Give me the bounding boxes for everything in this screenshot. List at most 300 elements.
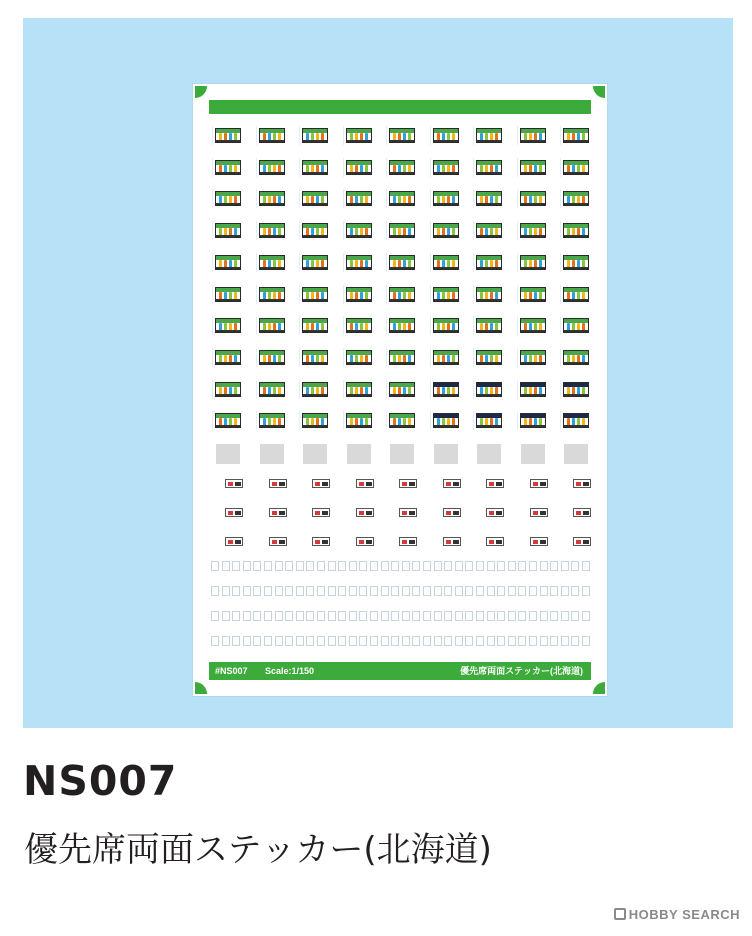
seat-figure-icon [263,165,266,172]
priority-seat-sticker [259,191,285,206]
seat-figure-icon [403,292,406,299]
seat-figure-icon [321,165,324,172]
tiny-decal [412,636,420,646]
priority-seat-sticker [346,223,372,238]
priority-seat-sticker [433,287,459,302]
seat-figure-icon [582,228,585,235]
mini-sticker [225,479,243,488]
seat-figure-icon [534,133,537,140]
tiny-decal [434,611,442,621]
tiny-decal [285,561,293,571]
seat-figure-icon [452,196,455,203]
mini-sticker-black [496,482,502,486]
seat-figure-icon [355,387,358,394]
tiny-decal [391,611,399,621]
sheet-bottom-band [209,662,591,680]
tiny-decal [402,611,410,621]
cut-mark [299,285,300,304]
mini-sticker-red [272,482,277,486]
mini-sticker [573,479,591,488]
seat-figure-icon [350,260,353,267]
tiny-decal [391,586,399,596]
seat-figure-icon [360,292,363,299]
sticker-base [260,140,284,142]
priority-seat-sticker [433,128,459,143]
cut-mark [299,411,300,430]
cut-mark [560,189,561,208]
priority-seat-sticker [215,413,241,428]
seat-figure-icon [219,323,222,330]
seat-figure-icon [268,260,271,267]
seat-figure-icon [321,355,324,362]
seat-figure-icon [447,418,450,425]
tiny-decal [285,611,293,621]
mini-sticker-black [409,540,415,544]
seat-figure-icon [393,292,396,299]
mini-sticker-black [322,511,328,515]
priority-seat-sticker [476,160,502,175]
seat-figure-icon [452,133,455,140]
seat-figure-icon [219,292,222,299]
seat-figure-icon [398,133,401,140]
seat-figure-icon [447,196,450,203]
seat-figure-icon [452,323,455,330]
seat-figure-icon [311,228,314,235]
tiny-decal [317,561,325,571]
cut-mark [473,316,474,335]
sheet-scale-label: Scale:1/150 [265,666,315,676]
seat-figure-icon [437,355,440,362]
cut-mark [386,221,387,240]
sticker-base [390,203,414,205]
seat-figure-icon [572,387,575,394]
mini-sticker-red [402,511,407,515]
seat-figure-icon [273,323,276,330]
sticker-base [390,172,414,174]
cut-mark [212,285,213,304]
sticker-base [477,362,501,364]
seat-figure-icon [567,323,570,330]
mini-sticker-red [489,482,494,486]
seat-figure-icon [577,260,580,267]
cut-mark [256,316,257,335]
seat-figure-icon [490,418,493,425]
tiny-decal [211,636,219,646]
tiny-decal [455,586,463,596]
seat-figure-icon [219,165,222,172]
cut-mark [473,285,474,304]
tiny-decal [285,636,293,646]
priority-seat-sticker [389,413,415,428]
mini-sticker [269,479,287,488]
priority-seat-sticker [346,413,372,428]
cut-mark [517,126,518,145]
sticker-header [216,383,240,387]
seat-figure-icon [447,387,450,394]
tiny-decal [381,611,389,621]
sticker-base [347,203,371,205]
seat-figure-icon [529,418,532,425]
seat-figure-icon [268,228,271,235]
cut-mark [560,253,561,272]
seat-figure-icon [278,165,281,172]
priority-seat-sticker [520,413,546,428]
seat-figure-icon [524,418,527,425]
seat-figure-icon [234,133,237,140]
blank-patch [216,444,240,464]
seat-figure-icon [442,355,445,362]
seat-figure-icon [480,196,483,203]
seat-figure-icon [234,418,237,425]
sticker-header [564,383,588,387]
cut-mark [256,411,257,430]
seat-figure-icon [567,292,570,299]
seat-figure-icon [229,323,232,330]
priority-seat-sticker [563,223,589,238]
sticker-base [477,140,501,142]
seat-figure-icon [306,355,309,362]
seat-figure-icon [529,323,532,330]
seat-figure-icon [490,133,493,140]
mini-sticker-black [235,511,241,515]
mini-sticker [530,479,548,488]
seat-figure-icon [316,355,319,362]
seat-figure-icon [495,165,498,172]
sticker-header [477,288,501,292]
cut-mark [430,348,431,367]
seat-figure-icon [355,165,358,172]
cut-mark [212,348,213,367]
cut-mark [560,316,561,335]
cut-mark [256,221,257,240]
seat-figure-icon [306,228,309,235]
seat-figure-icon [268,292,271,299]
seat-figure-icon [480,355,483,362]
product-code: NS007 [23,757,178,805]
sticker-base [347,299,371,301]
priority-seat-sticker [433,350,459,365]
seat-figure-icon [524,355,527,362]
seat-figure-icon [447,323,450,330]
seat-figure-icon [234,323,237,330]
sticker-base [390,299,414,301]
mini-sticker-black [409,511,415,515]
mini-sticker-red [359,482,364,486]
sticker-header [260,288,284,292]
seat-figure-icon [495,323,498,330]
seat-figure-icon [224,292,227,299]
seat-figure-icon [577,196,580,203]
seat-figure-icon [234,355,237,362]
priority-seat-sticker [433,318,459,333]
priority-seat-sticker [259,255,285,270]
sticker-base [260,203,284,205]
seat-figure-icon [273,228,276,235]
cut-mark [299,380,300,399]
seat-figure-icon [306,196,309,203]
seat-figure-icon [311,323,314,330]
priority-seat-sticker [389,382,415,397]
cut-mark [473,411,474,430]
seat-figure-icon [360,196,363,203]
seat-figure-icon [408,418,411,425]
sticker-base [216,172,240,174]
blank-patch [434,444,458,464]
seat-figure-icon [582,292,585,299]
seat-figure-icon [572,418,575,425]
seat-figure-icon [572,165,575,172]
mini-sticker [225,508,243,517]
tiny-decal [582,636,590,646]
seat-figure-icon [582,355,585,362]
tiny-decal [243,611,251,621]
cut-mark [473,380,474,399]
seat-figure-icon [567,387,570,394]
blank-patch [260,444,284,464]
tiny-decal [465,636,473,646]
sticker-header [521,288,545,292]
sticker-base [434,235,458,237]
seat-figure-icon [582,323,585,330]
sticker-base [564,425,588,427]
seat-figure-icon [229,228,232,235]
seat-figure-icon [567,355,570,362]
seat-figure-icon [321,418,324,425]
cut-mark [430,158,431,177]
tiny-decal [540,611,548,621]
sticker-header [434,383,458,387]
priority-seat-sticker [563,382,589,397]
sticker-base [477,299,501,301]
seat-figure-icon [524,260,527,267]
priority-seat-sticker [563,318,589,333]
tiny-decal [423,611,431,621]
seat-figure-icon [480,323,483,330]
priority-seat-sticker [302,413,328,428]
tiny-decal [232,586,240,596]
cut-mark [343,316,344,335]
priority-seat-sticker [563,128,589,143]
priority-seat-sticker [433,255,459,270]
seat-figure-icon [408,165,411,172]
tiny-decal [561,586,569,596]
sticker-base [434,172,458,174]
priority-seat-sticker [563,413,589,428]
tiny-decal [550,586,558,596]
seat-figure-icon [398,418,401,425]
priority-seat-sticker [302,223,328,238]
tiny-decal [275,636,283,646]
tiny-decal [391,561,399,571]
sticker-base [216,362,240,364]
seat-figure-icon [480,292,483,299]
mini-sticker [443,508,461,517]
tiny-decal [518,586,526,596]
sticker-base [521,299,545,301]
tiny-decal [222,611,230,621]
mini-sticker-red [576,540,581,544]
priority-seat-sticker [346,160,372,175]
sticker-base [303,267,327,269]
seat-figure-icon [350,355,353,362]
blank-patch [390,444,414,464]
seat-figure-icon [393,387,396,394]
tiny-decal [476,636,484,646]
tiny-decal [253,611,261,621]
mini-sticker-black [366,511,372,515]
sticker-base [434,330,458,332]
seat-figure-icon [355,133,358,140]
mini-sticker [443,479,461,488]
sticker-header [477,383,501,387]
tiny-decal [391,636,399,646]
seat-figure-icon [447,260,450,267]
sticker-base [216,425,240,427]
cut-mark [473,158,474,177]
seat-figure-icon [311,387,314,394]
sticker-base [390,140,414,142]
mini-sticker [486,508,504,517]
seat-figure-icon [350,228,353,235]
sticker-base [434,203,458,205]
priority-seat-sticker [520,128,546,143]
blank-patch [347,444,371,464]
cut-mark [212,221,213,240]
seat-figure-icon [306,418,309,425]
seat-figure-icon [524,165,527,172]
seat-figure-icon [567,165,570,172]
seat-figure-icon [408,323,411,330]
watermark-text: HOBBY SEARCH [628,907,740,922]
priority-seat-sticker [259,318,285,333]
sticker-base [564,140,588,142]
cut-mark [517,380,518,399]
cut-mark [386,189,387,208]
seat-figure-icon [442,165,445,172]
cut-mark [517,158,518,177]
cut-mark [256,253,257,272]
sticker-base [521,235,545,237]
sticker-base [564,203,588,205]
mini-sticker [312,537,330,546]
seat-figure-icon [316,133,319,140]
seat-figure-icon [219,387,222,394]
priority-seat-sticker [389,128,415,143]
cut-mark [560,221,561,240]
seat-figure-icon [403,323,406,330]
sticker-base [347,267,371,269]
seat-figure-icon [567,133,570,140]
seat-figure-icon [539,165,542,172]
tiny-decal [275,561,283,571]
cut-mark [212,189,213,208]
cut-mark [343,348,344,367]
seat-figure-icon [393,355,396,362]
cut-mark [256,380,257,399]
seat-figure-icon [365,323,368,330]
mini-sticker-red [359,540,364,544]
seat-figure-icon [490,196,493,203]
seat-figure-icon [263,418,266,425]
tiny-decal [508,636,516,646]
mini-sticker-red [315,540,320,544]
cut-mark [212,411,213,430]
tiny-decal [571,611,579,621]
seat-figure-icon [263,196,266,203]
cut-mark [386,253,387,272]
seat-figure-icon [495,228,498,235]
sticker-base [216,140,240,142]
sticker-header [347,383,371,387]
tiny-decal [211,561,219,571]
tiny-decal [487,561,495,571]
sticker-base [347,140,371,142]
seat-figure-icon [360,355,363,362]
sticker-base [477,203,501,205]
tiny-decal [359,636,367,646]
seat-figure-icon [229,387,232,394]
seat-figure-icon [350,133,353,140]
seat-figure-icon [273,165,276,172]
cut-mark [212,126,213,145]
seat-figure-icon [355,260,358,267]
cut-mark [343,158,344,177]
seat-figure-icon [572,323,575,330]
seat-figure-icon [490,323,493,330]
mini-sticker [486,537,504,546]
tiny-decal [349,561,357,571]
product-photo [23,18,733,728]
seat-figure-icon [437,323,440,330]
seat-figure-icon [524,196,527,203]
priority-seat-sticker [259,128,285,143]
seat-figure-icon [480,133,483,140]
cut-mark [430,221,431,240]
seat-figure-icon [355,418,358,425]
seat-figure-icon [393,323,396,330]
sticker-base [347,330,371,332]
mini-sticker [443,537,461,546]
tiny-decal [253,636,261,646]
seat-figure-icon [403,196,406,203]
seat-figure-icon [495,196,498,203]
tiny-decal [423,636,431,646]
tiny-decal [317,586,325,596]
seat-figure-icon [234,292,237,299]
seat-figure-icon [393,165,396,172]
seat-figure-icon [572,292,575,299]
sticker-base [521,394,545,396]
seat-figure-icon [398,323,401,330]
cut-mark [430,316,431,335]
seat-figure-icon [437,196,440,203]
sticker-base [521,362,545,364]
seat-figure-icon [273,260,276,267]
seat-figure-icon [316,418,319,425]
mini-sticker-black [540,511,546,515]
seat-figure-icon [316,387,319,394]
cut-mark [256,189,257,208]
seat-figure-icon [485,196,488,203]
tiny-decal [338,611,346,621]
seat-figure-icon [321,133,324,140]
tiny-decal [370,636,378,646]
seat-figure-icon [393,196,396,203]
seat-figure-icon [403,355,406,362]
seat-figure-icon [524,228,527,235]
seat-figure-icon [365,165,368,172]
seat-figure-icon [311,196,314,203]
